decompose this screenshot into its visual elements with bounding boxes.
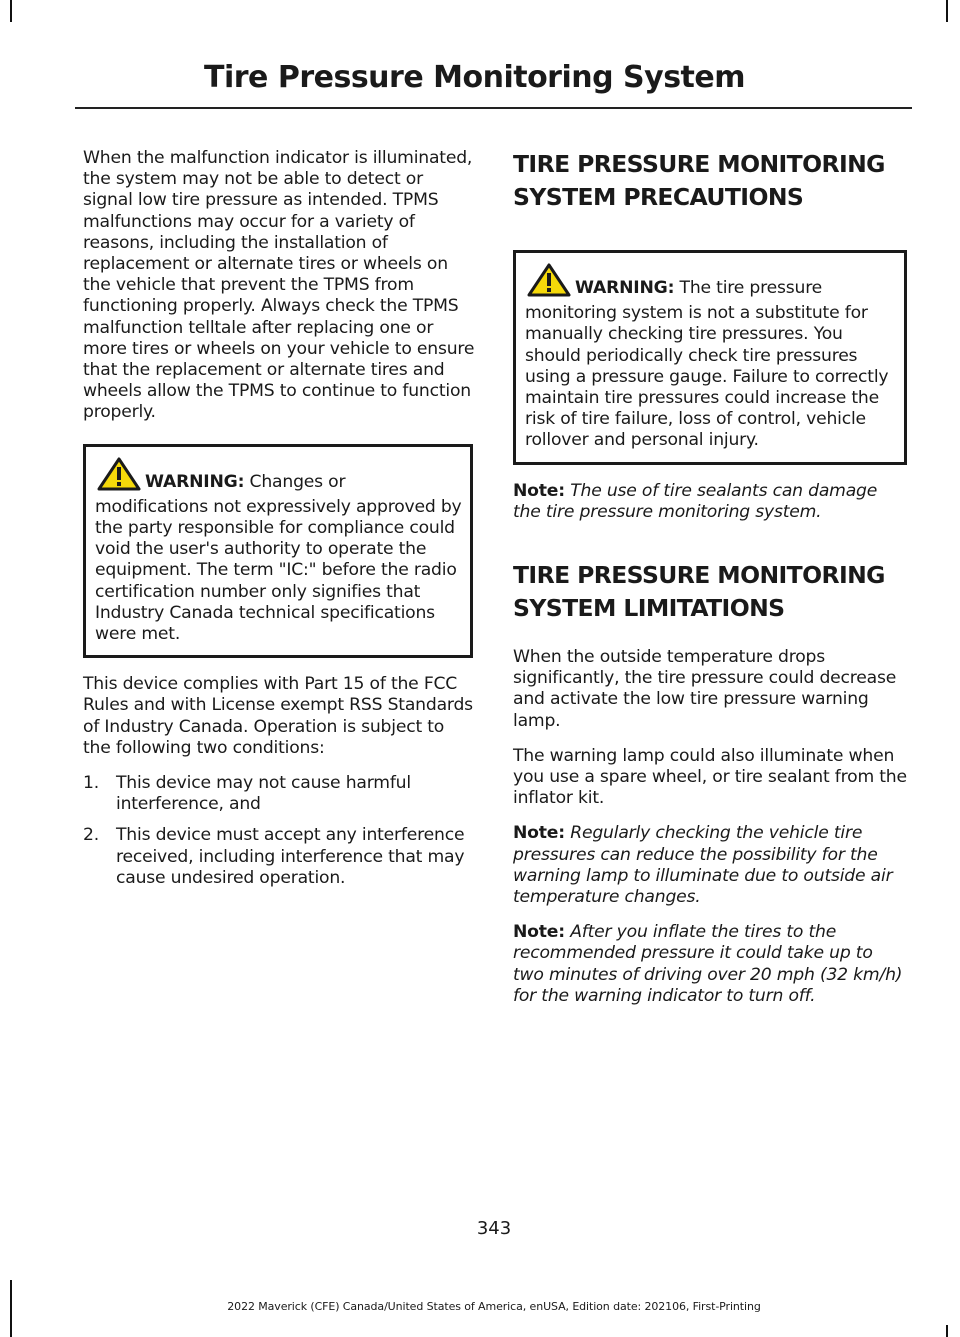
note-text: After you inflate the tires to the recommended pressure it could take up to two minutes of driving over 20 mph (32 km/h) for the warning indicator to turn off.	[513, 922, 903, 1006]
list-item	[83, 825, 475, 889]
list-number: 2.	[83, 825, 99, 846]
note-sealants	[513, 481, 907, 523]
left-column	[83, 148, 475, 899]
warning-body: Changes or modifications not expressively approved by the party responsible for compliance could void the user's authority to operate the equipment. The term "IC:" before the radio certification number only signifies that Industry Canada technical specifications were met.	[95, 471, 462, 645]
compliance-paragraph: This device complies with Part 15 of the FCC Rules and with License exempt RSS Standards of Industry Canada. Operation is subject to the following two conditions:	[83, 674, 473, 758]
warning-triangle-icon	[527, 263, 571, 303]
precautions-heading: TIRE PRESSURE MONITORING SYSTEM PRECAUTIONS	[513, 150, 885, 211]
crop-mark-top-right	[946, 0, 948, 22]
page-title: Tire Pressure Monitoring System	[204, 60, 745, 95]
crop-mark-top-left	[10, 0, 12, 22]
list-number: 1.	[83, 773, 99, 794]
right-column	[513, 148, 907, 1007]
warning-text-fcc	[95, 457, 462, 646]
list-item	[83, 773, 475, 815]
limitations-paragraph-2: The warning lamp could also illuminate when you use a spare wheel, or tire sealant from the inflator kit.	[513, 745, 907, 809]
note-text: Regularly checking the vehicle tire pressures can reduce the possibility for the warning lamp to illuminate due to outside air temperature changes.	[513, 823, 893, 908]
warning-box-fcc	[83, 444, 473, 659]
intro-paragraph: When the malfunction indicator is illuminated, the system may not be able to detect or signal low tire pressure as intended. TPMS malfunctions may occur for a variety of reasons, including the installation of replacement or alternate tires or wheels on the vehicle that prevent the TPMS from functioning properly. Always check the TPMS malfunction telltale after replacing one or more tires or wheels on your vehicle to ensure that the replacement or alternate tires and wheels allow the TPMS to continue to function properly.	[83, 148, 475, 423]
warning-text-tpms	[525, 263, 896, 452]
note-inflate	[513, 922, 907, 1007]
warning-label: WARNING:	[575, 278, 675, 298]
header-divider	[75, 107, 912, 109]
page-number: 343	[476, 1218, 512, 1239]
footer-edition: 2022 Maverick (CFE) Canada/United States of America, enUSA, Edition date: 202106, First-Printing	[227, 1300, 761, 1313]
crop-mark-bottom-right	[946, 1325, 948, 1337]
list-text: This device may not cause harmful interference, and	[116, 773, 411, 815]
list-text: This device must accept any interference received, including interference that may cause undesired operation.	[116, 825, 465, 888]
limitations-paragraph-1: When the outside temperature drops significantly, the tire pressure could decrease and activate the low tire pressure warning lamp.	[513, 647, 897, 731]
warning-box-tpms	[513, 250, 907, 465]
warning-body: The tire pressure monitoring system is not a substitute for manually checking tire pressures. You should periodically check tire pressures using a pressure gauge. Failure to correctly maintain tire pressures could increase the risk of tire failure, loss of control, vehicle rollover and personal injury.	[525, 278, 889, 451]
warning-label: WARNING:	[145, 471, 245, 492]
note-text: The use of tire sealants can damage the tire pressure monitoring system.	[513, 480, 878, 522]
conditions-list	[83, 773, 475, 889]
warning-triangle-icon	[97, 457, 141, 497]
limitations-heading: TIRE PRESSURE MONITORING SYSTEM LIMITATIONS	[513, 561, 885, 623]
note-label: Note:	[513, 922, 565, 943]
note-label: Note:	[513, 823, 565, 844]
note-regular-checking	[513, 823, 907, 908]
note-label: Note:	[513, 480, 565, 501]
